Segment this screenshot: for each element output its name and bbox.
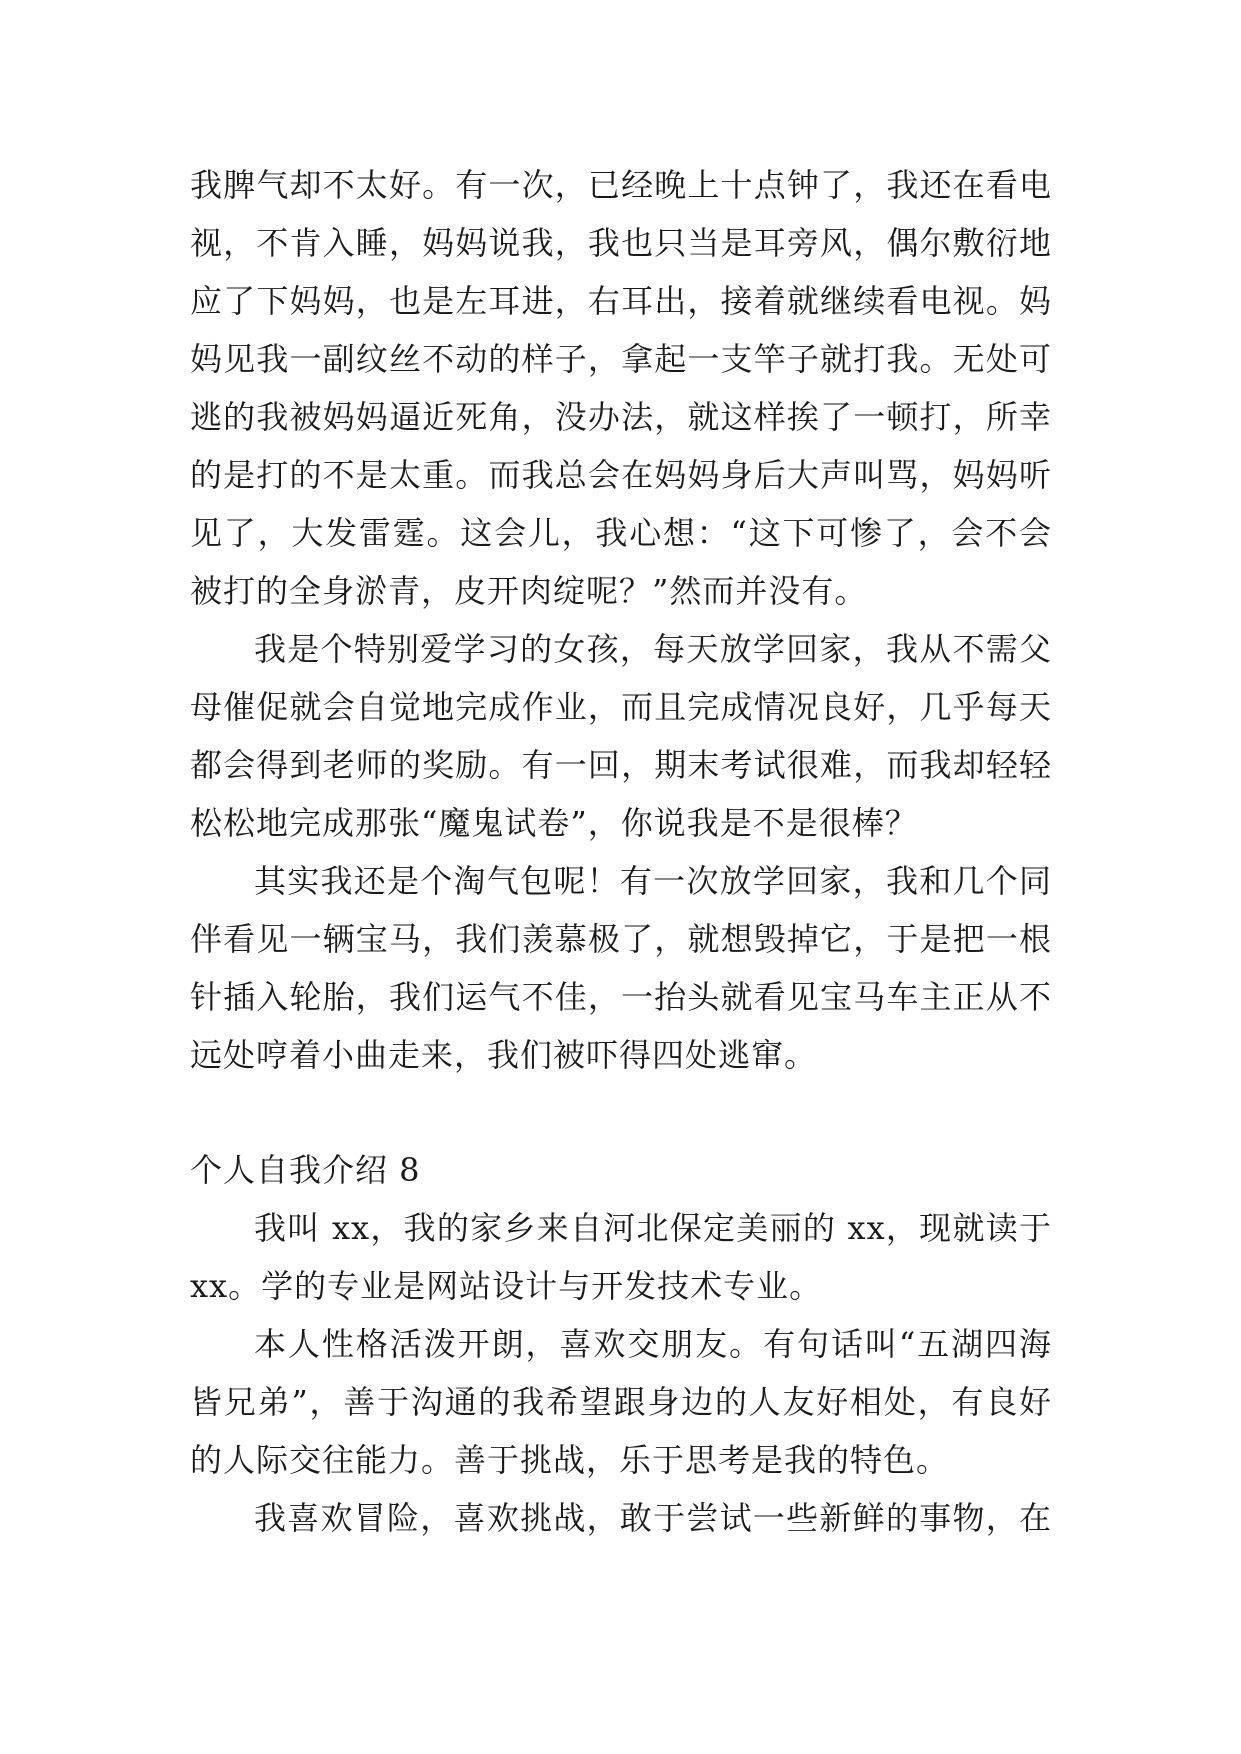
text-line: 的是打的不是太重。而我总会在妈妈身后大声叫骂，妈妈听 — [190, 456, 1052, 494]
text-line: 本人性格活泼开朗，喜欢交朋友。有句话叫“五湖四海 — [254, 1325, 1052, 1363]
text-line: xx。学的专业是网站设计与开发技术专业。 — [190, 1267, 823, 1305]
text-line: 皆兄弟”，善于沟通的我希望跟身边的人友好相处，有良好 — [190, 1383, 1052, 1421]
text-line: 逃的我被妈妈逼近死角，没办法，就这样挨了一顿打，所幸 — [190, 398, 1052, 436]
text-line: 应了下妈妈，也是左耳进，右耳出，接着就继续看电视。妈 — [190, 282, 1052, 320]
text-line: 我是个特别爱学习的女孩，每天放学回家，我从不需父 — [254, 630, 1052, 668]
text-line: 我叫 xx，我的家乡来自河北保定美丽的 xx，现就读于 — [254, 1209, 1052, 1247]
text-line: 被打的全身淤青，皮开肉绽呢？”然而并没有。 — [190, 572, 868, 610]
text-line: 的人际交往能力。善于挑战，乐于思考是我的特色。 — [190, 1441, 950, 1479]
text-line: 针插入轮胎，我们运气不佳，一抬头就看见宝马车主正从不 — [190, 978, 1052, 1016]
text-line: 我喜欢冒险，喜欢挑战，敢于尝试一些新鲜的事物，在 — [254, 1499, 1052, 1537]
section-heading: 个人自我介绍 8 — [190, 1151, 421, 1189]
text-line: 妈见我一副纹丝不动的样子，拿起一支竿子就打我。无处可 — [190, 340, 1052, 378]
text-line: 都会得到老师的奖励。有一回，期末考试很难，而我却轻轻 — [190, 746, 1052, 784]
text-line: 松松地完成那张“魔鬼试卷”，你说我是不是很棒？ — [190, 804, 918, 842]
text-line: 伴看见一辆宝马，我们羡慕极了，就想毁掉它，于是把一根 — [190, 920, 1052, 958]
text-line: 其实我还是个淘气包呢！有一次放学回家，我和几个同 — [254, 862, 1052, 900]
text-line: 见了，大发雷霆。这会儿，我心想：“这下可惨了，会不会 — [190, 514, 1052, 552]
text-line: 我脾气却不太好。有一次，已经晚上十点钟了，我还在看电 — [190, 166, 1052, 204]
text-line: 母催促就会自觉地完成作业，而且完成情况良好，几乎每天 — [190, 688, 1052, 726]
text-line: 远处哼着小曲走来，我们被吓得四处逃窜。 — [190, 1036, 818, 1074]
text-line: 视，不肯入睡，妈妈说我，我也只当是耳旁风，偶尔敷衍地 — [190, 224, 1052, 262]
